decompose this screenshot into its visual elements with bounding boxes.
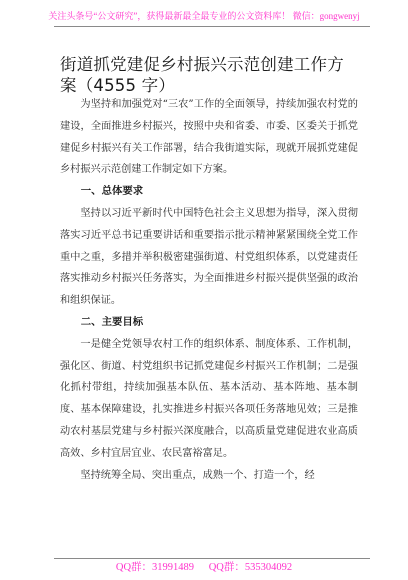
banner-text: 关注头条号“公文研究”，获得最新最全最专业的公文资料库！ 微信：gongwenyj	[48, 11, 360, 21]
header-banner	[0, 4, 408, 28]
section-heading-general-requirements: 一、总体要求	[80, 185, 144, 198]
footer-qq-group-2: QQ群：535304092	[208, 562, 293, 573]
footer-text	[0, 561, 408, 574]
section-general-requirements-body: 坚持以习近平新时代中国特色社会主义思想为指导，深入贯彻落实习近平总书记重要讲话和重要指示批示精神紧紧围绕全党工作重中之重，多措并举积极密建强街道、村党组织体系，以党建责任落实推动乡村振兴任务落实，为全面推进乡村振兴提供坚强的政治和组织保证。	[60, 207, 358, 307]
section-heading-main-goals: 二、主要目标	[80, 315, 144, 328]
intro-paragraph: 为坚持和加强党对“三农”工作的全面领导，持续加强农村党的建设，全面推进乡村振兴，按照中央和省委、市委、区委关于抓党建促乡村振兴有关工作部署，结合我街道实际，现就开展抓党建促乡村振兴示范创建工作制定如下方案。	[60, 99, 358, 176]
footer-qq-group-1: QQ群：31991489	[115, 562, 195, 573]
section-main-goals-body: 一是健全党领导农村工作的组织体系、制度体系、工作机制，强化区、街道、村党组织书记抓党建促乡村振兴工作机制；二是强化抓村带组，持续加强基本队伍、基本活动、基本阵地、基本制度、基本保障建设，扎实推进乡村振兴各项任务落地见效；三是推动农村基层党建与乡村振兴深度融合，以高质量党建促进农业高质高效、乡村宜居宜业、农民富裕富足。	[60, 338, 358, 459]
footer-rule	[54, 558, 370, 559]
header-rule	[54, 26, 370, 27]
page-footer	[0, 558, 408, 576]
document-title: 街道抓党建促乡村振兴示范创建工作方案（4555 字）	[60, 55, 344, 95]
document-body	[60, 94, 358, 486]
section-main-goals-body-continued: 坚持统筹全局、突出重点，成熟一个、打造一个，经	[80, 469, 315, 481]
